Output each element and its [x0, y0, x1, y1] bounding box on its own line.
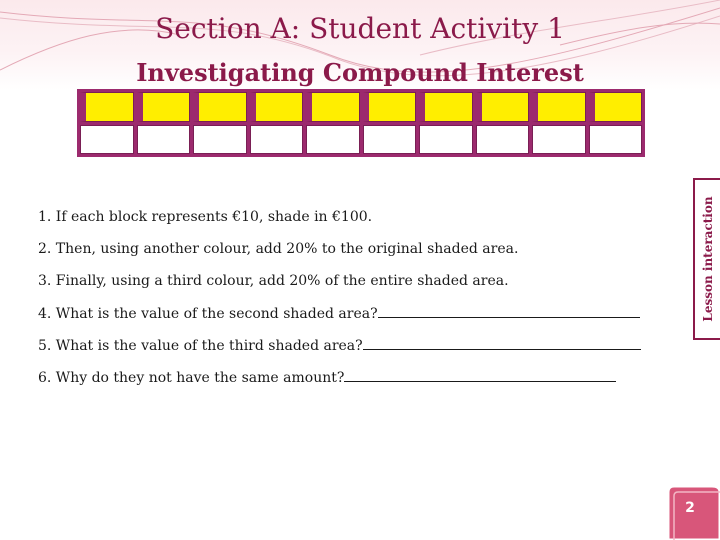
empty-block [419, 125, 473, 155]
empty-block [589, 125, 643, 155]
shaded-block [419, 92, 473, 122]
shaded-block [363, 92, 417, 122]
question-item [38, 367, 688, 399]
question-item [38, 207, 688, 239]
question-item [38, 271, 688, 303]
empty-block [476, 125, 530, 155]
shaded-block [306, 92, 360, 122]
empty-block [532, 125, 586, 155]
shaded-block [532, 92, 586, 122]
page-number-badge [660, 478, 720, 540]
empty-block [306, 125, 360, 155]
answer-blank-line [344, 367, 616, 382]
empty-block [80, 125, 134, 155]
question-item [38, 303, 688, 335]
lesson-interaction-tab [693, 178, 720, 340]
lesson-interaction-label: Lesson interaction [700, 196, 715, 322]
shaded-block [193, 92, 247, 122]
shaded-block [250, 92, 304, 122]
hundred-euro-block-grid [77, 89, 645, 157]
question-text: 1. If each block represents €10, shade in €100. [38, 209, 373, 225]
question-text: 3. Finally, using a third colour, add 20% of the entire shaded area. [38, 273, 509, 289]
page-number: 2 [685, 500, 695, 516]
question-text: 6. Why do they not have the same amount? [38, 370, 345, 386]
shaded-block [476, 92, 530, 122]
question-item [38, 239, 688, 271]
page-title: Section A: Student Activity 1 [155, 12, 565, 45]
empty-block [363, 125, 417, 155]
question-list [38, 207, 688, 399]
shaded-block [80, 92, 134, 122]
shaded-block [589, 92, 643, 122]
page-subtitle: Investigating Compound Interest [136, 58, 584, 87]
empty-block [137, 125, 191, 155]
empty-block [193, 125, 247, 155]
answer-blank-line [378, 303, 640, 318]
question-text: 2. Then, using another colour, add 20% to the original shaded area. [38, 241, 519, 257]
question-text: 5. What is the value of the third shaded area? [38, 338, 363, 354]
answer-blank-line [363, 335, 641, 350]
question-item [38, 335, 688, 367]
shaded-block [137, 92, 191, 122]
empty-block [250, 125, 304, 155]
question-text: 4. What is the value of the second shaded area? [38, 306, 378, 322]
